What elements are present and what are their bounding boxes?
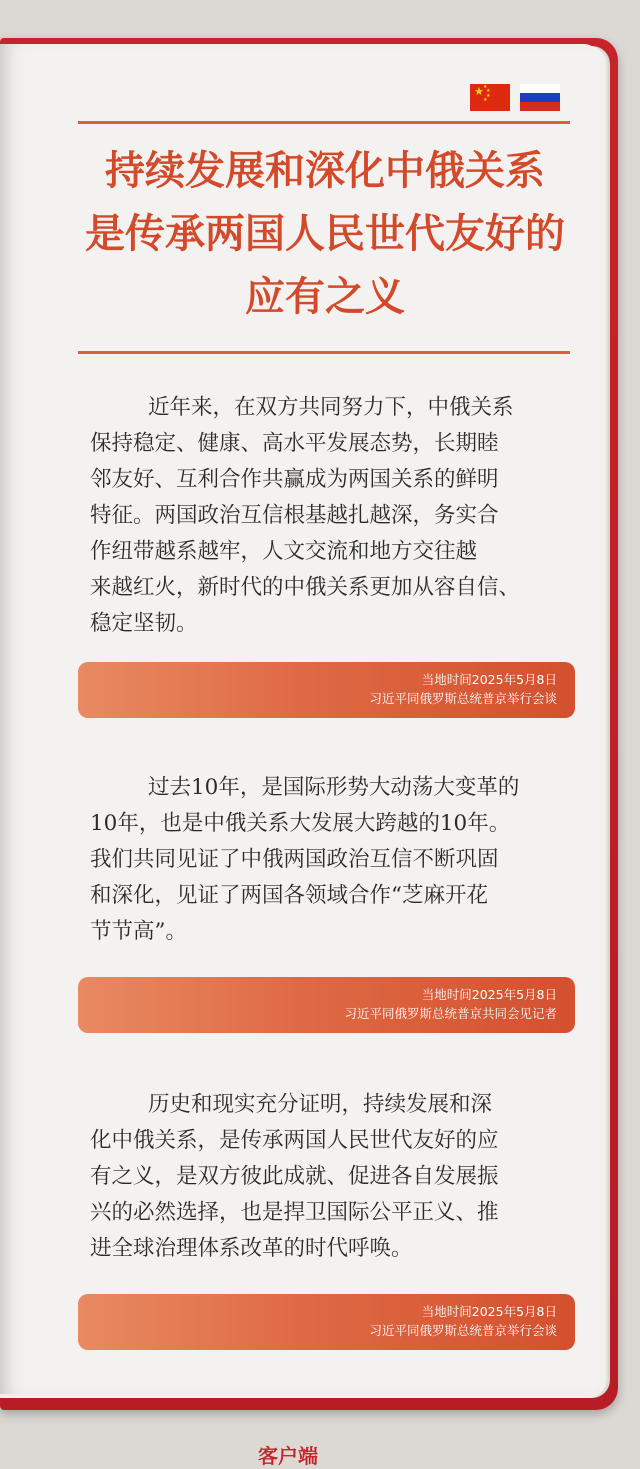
text-line: 近年来，在双方共同努力下，中俄关系: [148, 395, 514, 420]
source-event: 习近平同俄罗斯总统普京举行会谈: [369, 691, 557, 706]
text-line: 有之义，是双方彼此成就、促进各自发展振: [90, 1164, 499, 1189]
quote-paragraph: [90, 770, 566, 950]
text-line: 兴的必然选择，也是捍卫国际公平正义、推: [90, 1200, 499, 1225]
russia-flag-icon: [520, 84, 560, 111]
brand-logo: 客户端: [258, 1444, 318, 1468]
text-line: 稳定坚韧。: [90, 611, 198, 636]
title-line: 持续发展和深化中俄关系: [105, 148, 545, 194]
source-event: 习近平同俄罗斯总统普京举行会谈: [369, 1323, 557, 1338]
source-date: 当地时间2025年5月8日: [421, 672, 557, 687]
star-icon: ★: [474, 85, 484, 98]
text-line: 我们共同见证了中俄两国政治互信不断巩固: [90, 847, 499, 872]
star-icon: ★: [486, 93, 491, 99]
text-line: 作纽带越系越牢，人文交流和地方交往越: [90, 539, 478, 564]
china-flag-icon: [470, 84, 510, 111]
text-line: 进全球治理体系改革的时代呼唤。: [90, 1236, 413, 1261]
title-top-rule: [78, 121, 570, 124]
source-bar: [78, 977, 575, 1033]
text-line: 过去10年，是国际形势大动荡大变革的: [148, 775, 520, 800]
source-date: 当地时间2025年5月8日: [421, 987, 557, 1002]
title-line: 是传承两国人民世代友好的: [85, 211, 565, 257]
quote-paragraph: [90, 1087, 566, 1267]
title-bottom-rule: [78, 351, 570, 354]
text-line: 节节高”。: [90, 919, 187, 944]
star-icon: ★: [483, 97, 488, 103]
star-icon: ★: [483, 84, 488, 90]
text-line: 历史和现实充分证明，持续发展和深: [148, 1092, 493, 1117]
title-line: 应有之义: [245, 274, 405, 320]
text-line: 10年，也是中俄关系大发展大跨越的10年。: [90, 811, 511, 836]
quote-paragraph: [90, 390, 566, 642]
source-bar: [78, 662, 575, 718]
text-line: 邻友好、互利合作共赢成为两国关系的鲜明: [90, 467, 499, 492]
text-line: 化中俄关系，是传承两国人民世代友好的应: [90, 1128, 499, 1153]
text-line: 保持稳定、健康、高水平发展态势，长期睦: [90, 431, 499, 456]
text-line: 和深化，见证了两国各领域合作“芝麻开花: [90, 883, 488, 908]
source-bar: [78, 1294, 575, 1350]
text-line: 来越红火，新时代的中俄关系更加从容自信、: [90, 575, 521, 600]
source-date: 当地时间2025年5月8日: [421, 1304, 557, 1319]
text-line: 特征。两国政治互信根基越扎越深，务实合: [90, 503, 499, 528]
source-event: 习近平同俄罗斯总统普京共同会见记者: [344, 1006, 557, 1021]
star-icon: ★: [486, 88, 491, 94]
page-title: [60, 140, 590, 329]
